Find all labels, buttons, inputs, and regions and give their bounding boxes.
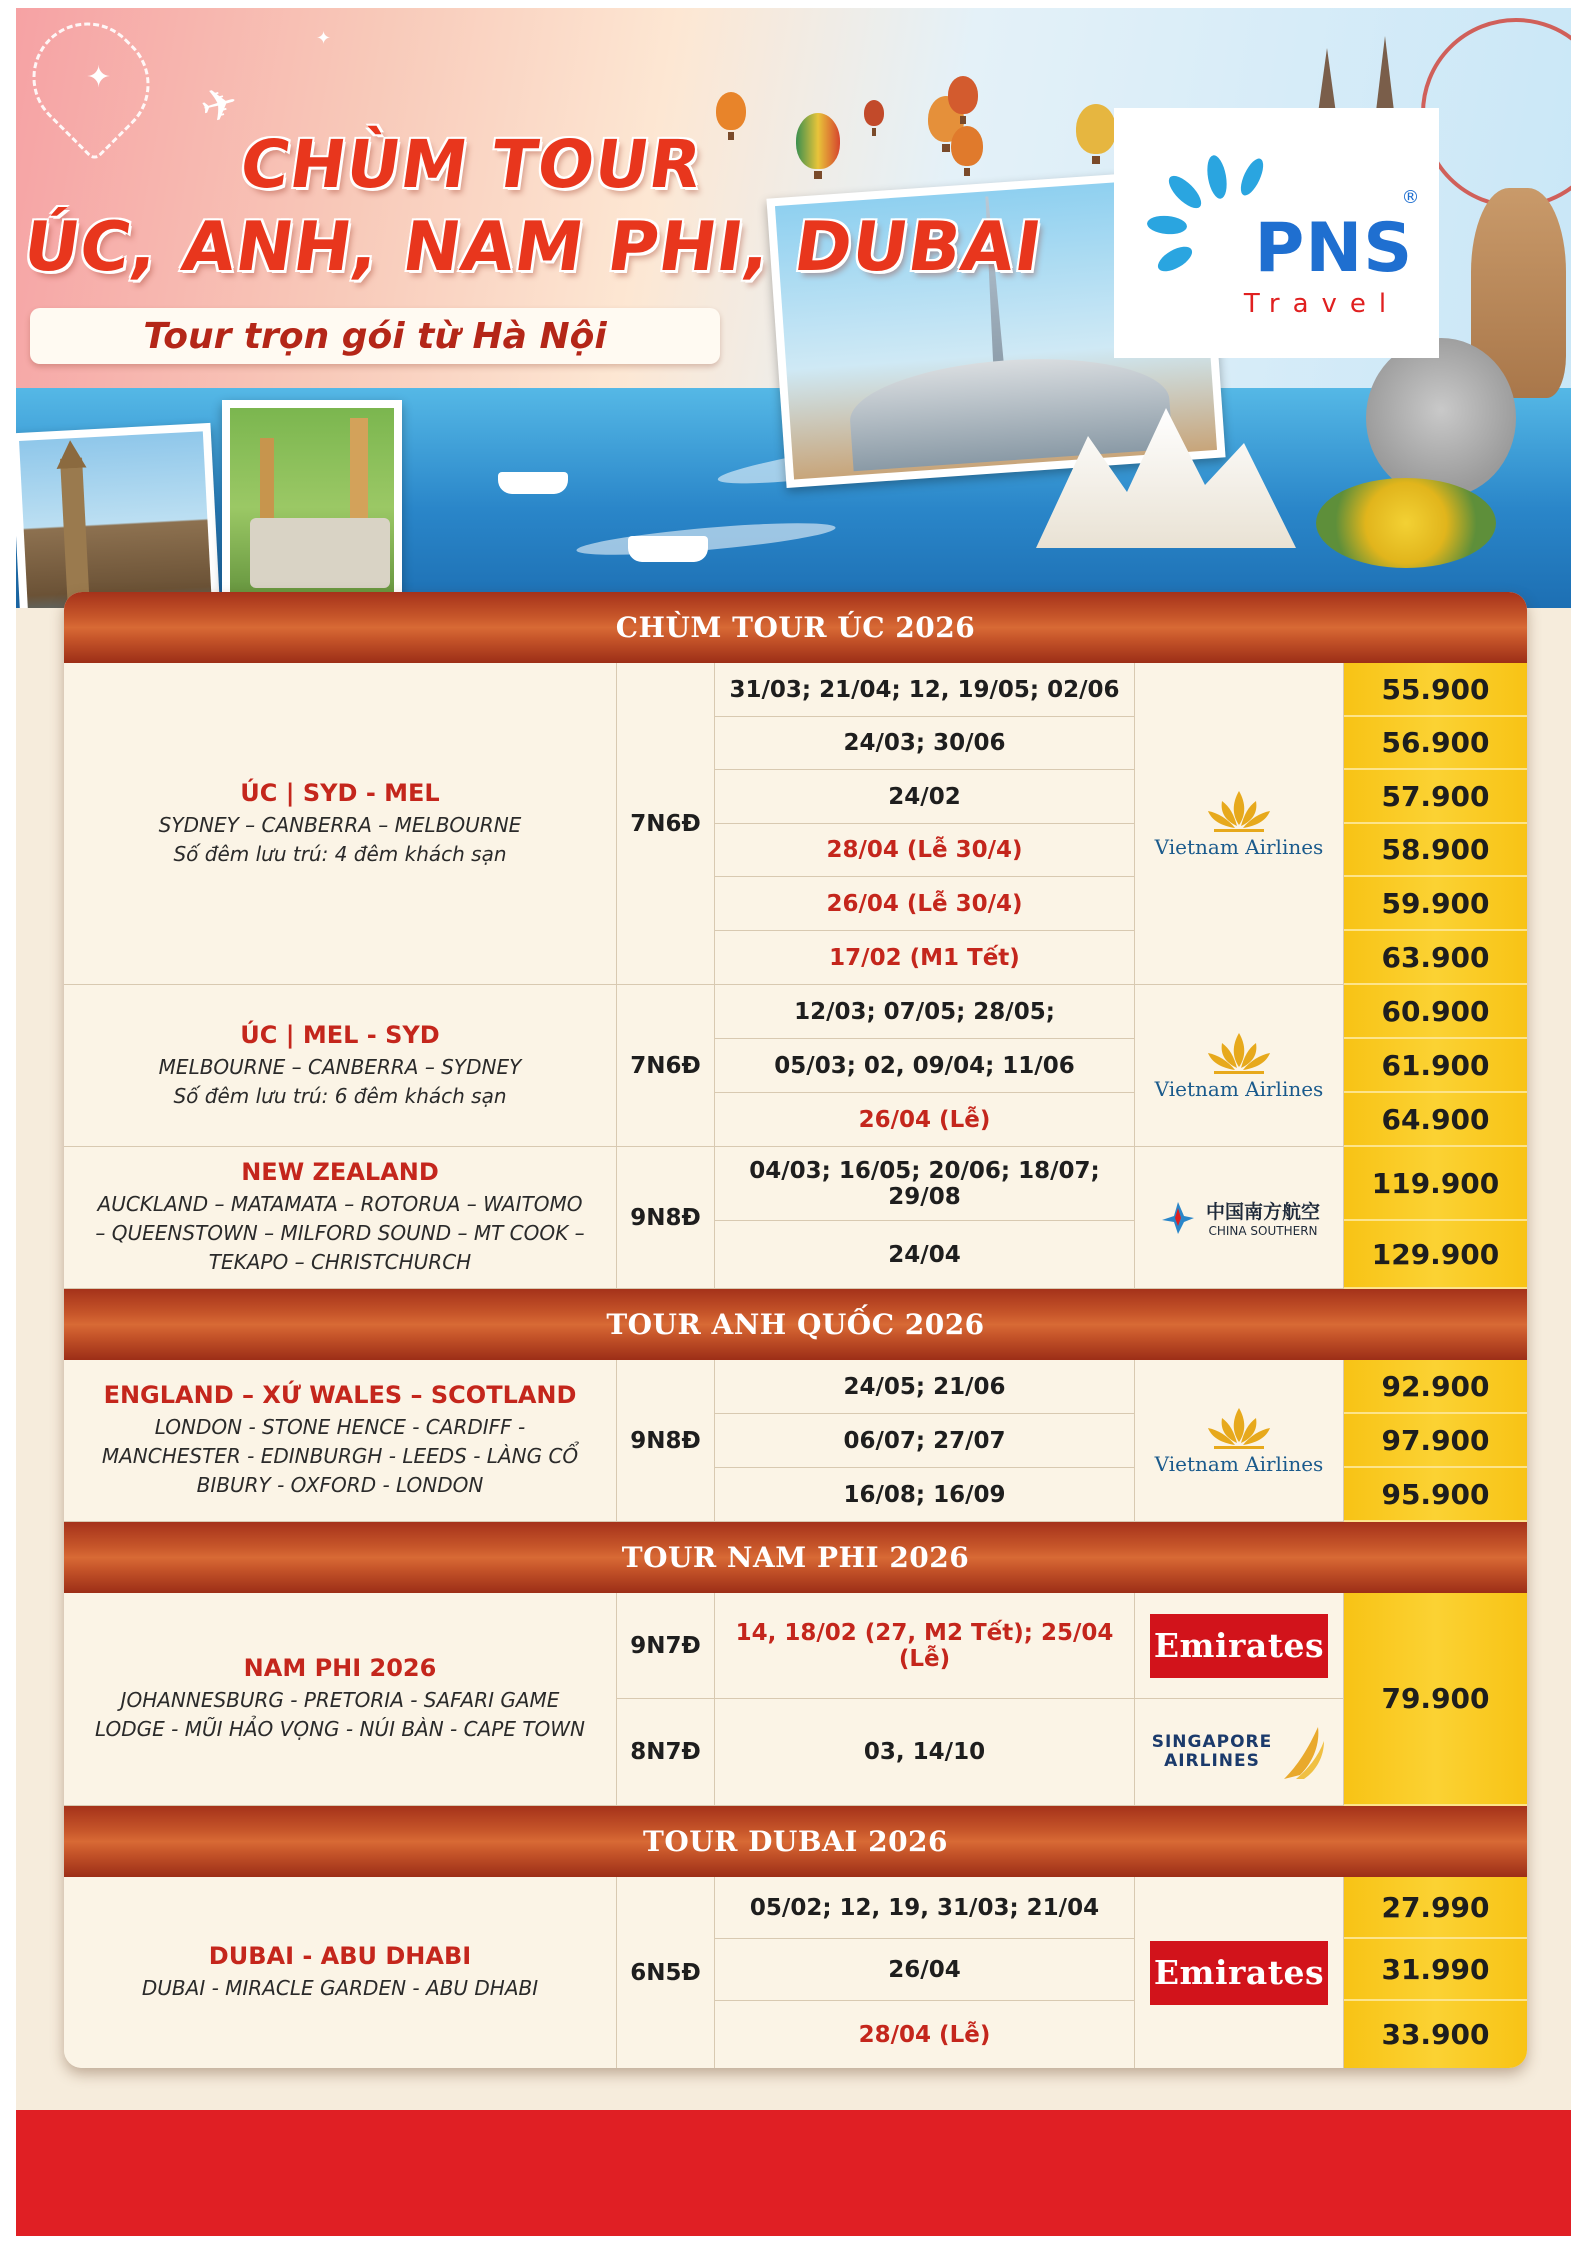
hot-air-balloon-icon xyxy=(1076,104,1116,154)
departure-date: 03, 14/10 xyxy=(715,1699,1135,1806)
departure-date: 24/04 xyxy=(715,1221,1135,1289)
tour-info-nam-phi xyxy=(64,1593,617,1806)
lotus-icon xyxy=(1204,789,1274,833)
hero-banner xyxy=(16,8,1571,608)
departure-date: 24/03; 30/06 xyxy=(715,717,1135,770)
departure-date: 24/05; 21/06 xyxy=(715,1360,1135,1414)
tour-name: ÚC | SYD - MEL xyxy=(240,778,440,807)
departure-date-holiday: 17/02 (M1 Tết) xyxy=(715,931,1135,985)
hot-air-balloon-icon xyxy=(951,126,983,166)
pns-travel-logo xyxy=(1114,108,1439,358)
departure-date: 06/07; 27/07 xyxy=(715,1414,1135,1468)
airline-cell xyxy=(1135,1147,1344,1289)
tour-duration: 7N6Đ xyxy=(617,985,715,1147)
emirates-logo: Emirates xyxy=(1150,1614,1328,1678)
departure-date-holiday: 26/04 (Lễ 30/4) xyxy=(715,877,1135,931)
tour-route: LODGE - MŨI HẢO VỌNG - NÚI BÀN - CAPE TOWN xyxy=(94,1717,586,1741)
departure-date: 12/03; 07/05; 28/05; xyxy=(715,985,1135,1039)
tour-price: 129.900 xyxy=(1344,1221,1527,1289)
tour-price: 57.900 xyxy=(1344,770,1527,824)
tour-price: 27.990 xyxy=(1344,1877,1527,1939)
airline-cell xyxy=(1135,1593,1344,1699)
airline-cell xyxy=(1135,1360,1344,1522)
koala-illustration xyxy=(1366,338,1516,498)
tour-duration: 7N6Đ xyxy=(617,663,715,985)
tour-duration: 9N7Đ xyxy=(617,1593,715,1699)
lotus-icon xyxy=(1204,1031,1274,1075)
airline-cell xyxy=(1135,663,1344,985)
departure-date-holiday: 28/04 (Lễ 30/4) xyxy=(715,824,1135,877)
airline-name: Vietnam Airlines xyxy=(1154,1076,1324,1101)
airline-cell xyxy=(1135,1877,1344,2068)
logo-subtext: Travel xyxy=(1243,289,1400,319)
airline-name-english: CHINA SOUTHERN xyxy=(1208,1224,1318,1238)
tour-note: Số đêm lưu trú: 6 đêm khách sạn xyxy=(173,1083,507,1108)
section-header-dubai xyxy=(64,1806,1527,1877)
tour-name: ÚC | MEL - SYD xyxy=(240,1020,440,1049)
tour-price: 60.900 xyxy=(1344,985,1527,1039)
tour-duration: 8N7Đ xyxy=(617,1699,715,1806)
tour-route: SYDNEY – CANBERRA – MELBOURNE xyxy=(158,812,522,837)
tour-poster xyxy=(16,8,1571,2236)
tour-route: – QUEENSTOWN – MILFORD SOUND – MT COOK – xyxy=(95,1221,585,1245)
logo-name: PNS xyxy=(1254,209,1414,288)
lotus-icon xyxy=(1204,1406,1274,1450)
vietnam-airlines-logo xyxy=(1155,789,1324,859)
section-title: TOUR NAM PHI 2026 xyxy=(621,1541,970,1574)
tour-price: 79.900 xyxy=(1344,1593,1527,1806)
kapok-flower-icon xyxy=(1158,1198,1198,1238)
tour-route: BIBURY - OXFORD - LONDON xyxy=(196,1473,484,1497)
tour-route: MANCHESTER - EDINBURGH - LEEDS - LÀNG CỔ xyxy=(101,1444,579,1468)
tour-info-syd-mel xyxy=(64,663,617,985)
ferry-boat xyxy=(498,472,568,494)
poster-subtitle: Tour trọn gói từ Hà Nội xyxy=(143,315,607,357)
ferris-wheel-illustration xyxy=(1421,18,1571,208)
airplane-icon: ✈ xyxy=(195,76,244,135)
tour-name: NEW ZEALAND xyxy=(241,1158,439,1186)
departure-date: 04/03; 16/05; 20/06; 18/07; 29/08 xyxy=(715,1147,1135,1221)
airline-cell xyxy=(1135,985,1344,1147)
departure-date-holiday: 28/04 (Lễ) xyxy=(715,2001,1135,2068)
tour-name: ENGLAND – XỨ WALES – SCOTLAND xyxy=(103,1381,577,1409)
section-header-nam-phi xyxy=(64,1522,1527,1593)
airline-name-chinese: 中国南方航空 xyxy=(1205,1201,1320,1223)
departure-date-holiday: 14, 18/02 (27, M2 Tết); 25/04 (Lễ) xyxy=(715,1593,1135,1699)
subtitle-box xyxy=(30,308,720,364)
tour-info-new-zealand xyxy=(64,1147,617,1289)
departure-date: 05/03; 02, 09/04; 11/06 xyxy=(715,1039,1135,1093)
hot-air-balloon-icon xyxy=(796,113,840,169)
tour-route: MELBOURNE – CANBERRA – SYDNEY xyxy=(158,1054,522,1079)
tour-info-dubai xyxy=(64,1877,617,2068)
tour-route: DUBAI - MIRACLE GARDEN - ABU DHABI xyxy=(141,1976,539,2000)
logo-registered-mark: ® xyxy=(1401,187,1420,208)
vietnam-airlines-logo xyxy=(1155,1031,1324,1101)
poster-title-line1: CHÙM TOUR xyxy=(235,126,707,203)
section-title: TOUR DUBAI 2026 xyxy=(642,1825,949,1858)
section-header-uc xyxy=(64,592,1527,663)
airline-name: Vietnam Airlines xyxy=(1154,834,1324,859)
tour-price: 92.900 xyxy=(1344,1360,1527,1414)
tour-price-table xyxy=(64,592,1527,2068)
tour-duration: 9N8Đ xyxy=(617,1360,715,1522)
hot-air-balloon-icon xyxy=(716,92,746,130)
tour-info-mel-syd xyxy=(64,985,617,1147)
china-southern-logo xyxy=(1158,1197,1320,1238)
airline-cell xyxy=(1135,1699,1344,1806)
tour-route: JOHANNESBURG - PRETORIA - SAFARI GAME xyxy=(120,1688,560,1712)
tour-price: 58.900 xyxy=(1344,824,1527,877)
tour-route: AUCKLAND – MATAMATA – ROTORUA – WAITOMO xyxy=(97,1192,583,1216)
poster-title-line2: ÚC, ANH, NAM PHI, DUBAI xyxy=(18,208,1047,287)
safari-photo xyxy=(222,400,402,608)
tour-price: 56.900 xyxy=(1344,717,1527,770)
tour-duration: 9N8Đ xyxy=(617,1147,715,1289)
tour-duration: 6N5Đ xyxy=(617,1877,715,2068)
departure-date: 26/04 xyxy=(715,1939,1135,2001)
tour-price: 55.900 xyxy=(1344,663,1527,717)
london-photo xyxy=(16,423,221,608)
tour-price: 33.900 xyxy=(1344,2001,1527,2068)
footer-red-bar xyxy=(16,2110,1571,2236)
wattle-flowers-illustration xyxy=(1316,478,1496,568)
logo-mark xyxy=(1147,147,1420,297)
tour-price: 119.900 xyxy=(1344,1147,1527,1221)
ferry-boat xyxy=(628,536,708,562)
vietnam-airlines-logo xyxy=(1155,1406,1324,1476)
hot-air-balloon-icon xyxy=(948,76,978,114)
departure-date: 16/08; 16/09 xyxy=(715,1468,1135,1522)
sparkle-icon: ✦ xyxy=(316,28,332,49)
section-title: TOUR ANH QUỐC 2026 xyxy=(606,1308,985,1341)
tour-route: TEKAPO – CHRISTCHURCH xyxy=(208,1250,472,1274)
departure-date: 31/03; 21/04; 12, 19/05; 02/06 xyxy=(715,663,1135,717)
tour-route: LONDON - STONE HENCE - CARDIFF - xyxy=(154,1415,526,1439)
section-header-anh xyxy=(64,1289,1527,1360)
tour-price: 31.990 xyxy=(1344,1939,1527,2001)
tour-price: 95.900 xyxy=(1344,1468,1527,1522)
airline-name: Vietnam Airlines xyxy=(1154,1451,1324,1476)
tour-price: 61.900 xyxy=(1344,1039,1527,1093)
airline-name-line2: AIRLINES xyxy=(1164,1751,1260,1771)
departure-date-holiday: 26/04 (Lễ) xyxy=(715,1093,1135,1147)
tour-info-england xyxy=(64,1360,617,1522)
tour-name: NAM PHI 2026 xyxy=(243,1654,437,1682)
tour-note: Số đêm lưu trú: 4 đêm khách sạn xyxy=(173,841,507,866)
airline-name-line1: SINGAPORE xyxy=(1151,1732,1273,1752)
section-title: CHÙM TOUR ÚC 2026 xyxy=(615,611,976,644)
tour-price: 63.900 xyxy=(1344,931,1527,985)
tour-price: 64.900 xyxy=(1344,1093,1527,1147)
tour-price: 59.900 xyxy=(1344,877,1527,931)
sparkle-icon: ✦ xyxy=(86,60,112,95)
hot-air-balloon-icon xyxy=(864,100,884,126)
tour-price: 97.900 xyxy=(1344,1414,1527,1468)
departure-date: 24/02 xyxy=(715,770,1135,824)
departure-date: 05/02; 12, 19, 31/03; 21/04 xyxy=(715,1877,1135,1939)
singapore-bird-icon xyxy=(1278,1723,1326,1781)
tour-name: DUBAI - ABU DHABI xyxy=(208,1942,472,1970)
singapore-airlines-logo xyxy=(1152,1723,1327,1781)
emirates-logo: Emirates xyxy=(1150,1941,1328,2005)
